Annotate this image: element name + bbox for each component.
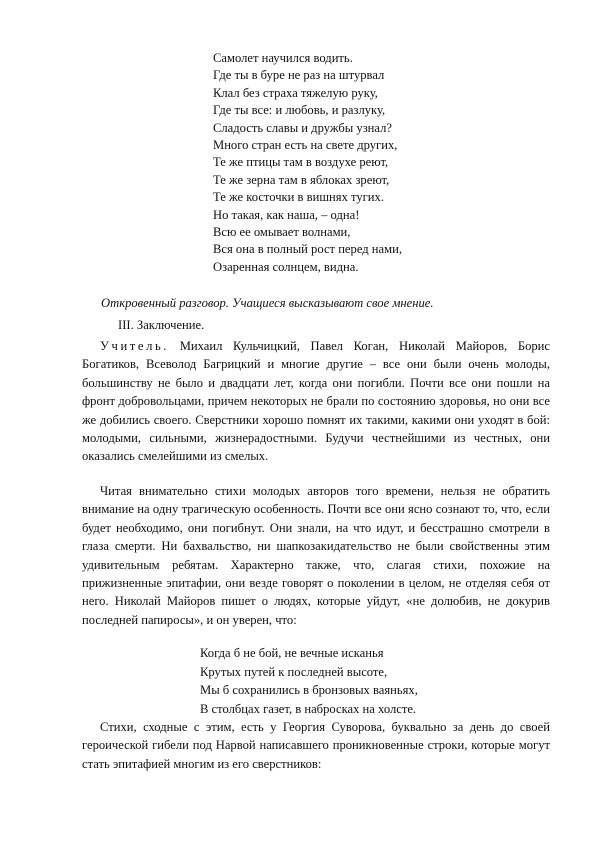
poem-line: Всю ее омывает волнами, xyxy=(213,225,351,240)
paragraph-third: Стихи, сходные с этим, есть у Георгия Суворова, буквально за день до своей героической гибели под Нарвой написавшего проникновенные строки, которые могут стать эпитафией многим из его сверстников: xyxy=(82,720,550,771)
poem-line: Когда б не бой, не вечные исканья xyxy=(200,646,384,660)
poem-top xyxy=(213,50,402,276)
poem-line: Озаренная солнцем, видна. xyxy=(213,259,359,274)
poem-line: Самолет научился водить. xyxy=(213,51,353,65)
poem-line: Клал без страха тяжелую руку, xyxy=(213,85,378,100)
discussion-note: Откровенный разговор. Учащиеся высказывают свое мнение. xyxy=(101,296,434,310)
poem-line: Те же косточки в вишнях тугих. xyxy=(213,190,384,205)
section-title: III. Заключение. xyxy=(118,318,205,332)
paragraph-second: Читая внимательно стихи молодых авторов того времени, нельзя не обратить внимание на одну трагическую особенность. Почти все они ясно сознают то, что, если будет необходимо, они погибнут. Они знали, на что идут, и бесстрашно смотрели в глаза смерти. Ни бахвальство, ни шапкозакидательство не были свойственны этим удивительным ребятам. Характерно также, что, слагая стихи, похожие на прижизненные эпитафии, они везде говорят о поколении в целом, не отделяя себя от него. Николай Майоров пишет о людях, которые уйдут, «не долюбив, не докурив последней папиросы», и он уверен, что: xyxy=(82,484,550,627)
poem-line: Вся она в полный рост перед нами, xyxy=(213,242,402,257)
poem-line: Сладость славы и дружбы узнал? xyxy=(213,120,392,135)
poem-line: Те же зерна там в яблоках зреют, xyxy=(213,172,390,187)
poem-line: Где ты все: и любовь, и разлуку, xyxy=(213,103,386,118)
poem-line: Крутых путей к последней высоте, xyxy=(200,664,388,679)
poem-line: Но такая, как наша, – одна! xyxy=(213,207,360,222)
paragraph-text: Михаил Кульчицкий, Павел Коган, Николай Майоров, Борис Богатиков, Всеволод Багрицкий и многие другие – все они были очень молоды, большинству не было и двадцати лет, когда они погибли. Почти все они пошли на фронт добровольцами, причем некоторых не брали по состоянию здоровья, но они все же добились своего. Сверстники хорошо помнят их такими, какими они уходят в бой: молодыми, сильными, жизнерадостными. Будучи честнейшими из честных, они оказались смелейшими из смелых. xyxy=(82,339,550,464)
speaker-label: Учитель. xyxy=(100,339,170,353)
poem-line: Много стран есть на свете других, xyxy=(213,138,398,153)
poem-line: Те же птицы там в воздухе реют, xyxy=(213,155,389,170)
poem-line: Где ты в буре не раз на штурвал xyxy=(213,68,385,83)
poem-line: Мы б сохранились в бронзовых ваяньях, xyxy=(200,683,418,698)
poem-middle xyxy=(200,644,418,718)
poem-line: В столбцах газет, в набросках на холсте. xyxy=(200,701,417,716)
paragraph-teacher xyxy=(82,337,550,466)
